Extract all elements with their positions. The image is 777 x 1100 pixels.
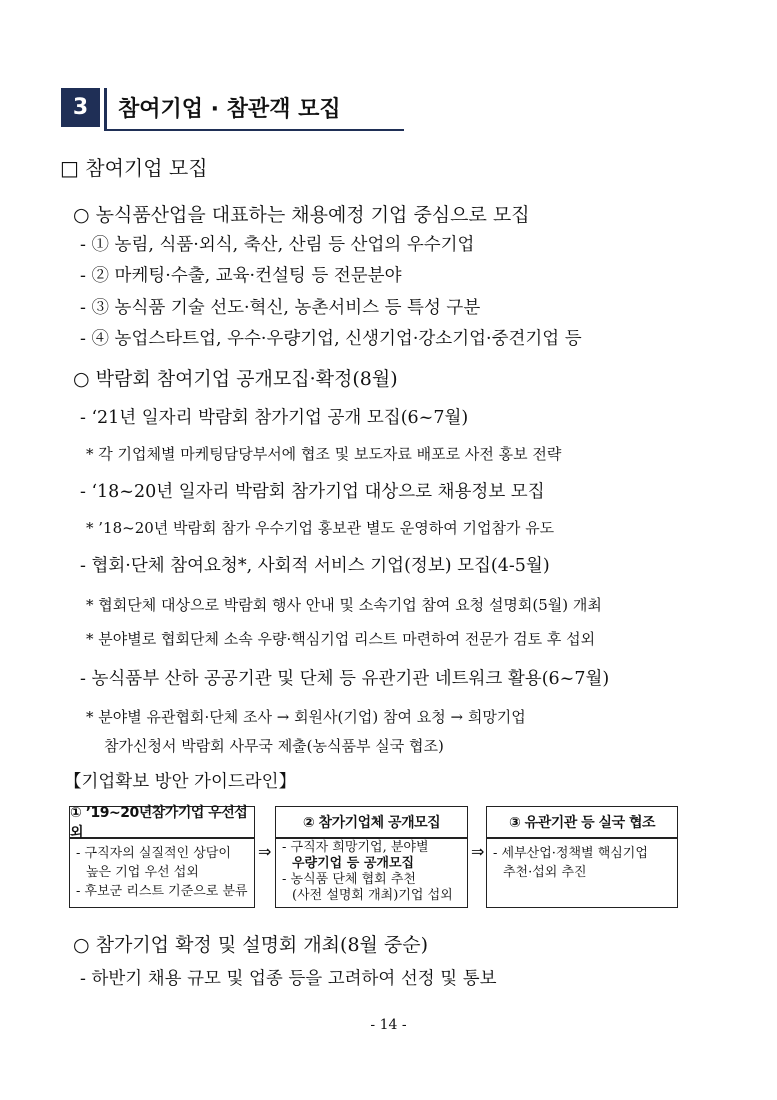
block2-note-4a: * 분야별 유관협회·단체 조사 → 회원사(기업) 참여 요청 → 희망기업: [86, 708, 526, 726]
block2-note-1: * 각 기업체별 마케팅담당부서에 협조 및 보도자료 배포로 사전 홍보 전략: [86, 445, 562, 463]
block1-item-2: - ② 마케팅·수출, 교육·컨설팅 등 전문분야: [80, 266, 402, 286]
guideline-box-1-head: ① ’19~20년참가기업 우선섭외: [69, 806, 255, 838]
block3-line-1: - 하반기 채용 규모 및 업종 등을 고려하여 선정 및 통보: [80, 969, 497, 989]
block3-heading: ○ 참가기업 확정 및 설명회 개최(8월 중순): [73, 934, 429, 956]
block2-note-4b: 참가신청서 박람회 사무국 제출(농식품부 실국 협조): [104, 737, 444, 755]
block1-heading: ○ 농식품산업을 대표하는 채용예정 기업 중심으로 모집: [73, 204, 530, 226]
block2-line-3: - 협회·단체 참여요청*, 사회적 서비스 기업(정보) 모집(4-5월): [80, 556, 550, 576]
block2-note-2: * ’18~20년 박람회 참가 우수기업 홍보관 별도 운영하여 기업참가 유도: [86, 519, 555, 537]
block1-item-3: - ③ 농식품 기술 선도·혁신, 농촌서비스 등 특성 구분: [80, 298, 481, 318]
guideline-box-1-line-3: - 후보군 리스트 기준으로 분류: [76, 884, 248, 899]
guideline-box-2-line-4: (사전 설명회 개최)기업 섭외: [292, 888, 453, 903]
subsection-heading: □ 참여기업 모집: [60, 156, 208, 180]
section-divider-bar: [104, 88, 107, 131]
block2-heading: ○ 박람회 참여기업 공개모집·확정(8월): [73, 368, 398, 390]
page-number: - 14 -: [370, 1017, 407, 1033]
block1-item-1: - ① 농림, 식품·외식, 축산, 산림 등 산업의 우수기업: [80, 235, 475, 255]
guideline-box-2-line-2: 우량기업 등 공개모집: [292, 856, 415, 871]
guideline-box-2-line-1: - 구직자 희망기업, 분야별: [282, 840, 429, 855]
block2-line-4: - 농식품부 산하 공공기관 및 단체 등 유관기관 네트워크 활용(6~7월): [80, 669, 610, 689]
section-underline: [104, 129, 404, 131]
block2-line-2: - ‘18~20년 일자리 박람회 참가기업 대상으로 채용정보 모집: [80, 482, 545, 502]
guideline-box-1-line-1: - 구직자의 실질적인 상담이: [76, 846, 231, 861]
guideline-box-1-line-2: 높은 기업 우선 섭외: [86, 865, 199, 880]
guideline-box-3-line-1: - 세부산업·정책별 핵심기업: [493, 846, 648, 861]
guideline-box-1-body: [69, 838, 255, 908]
block2-note-3a: * 협회단체 대상으로 박람회 행사 안내 및 소속기업 참여 요청 설명회(5월) 개최: [86, 596, 602, 614]
guideline-arrow-1: ⇒: [258, 842, 272, 861]
guideline-box-2-line-3: - 농식품 단체 협회 추천: [282, 872, 416, 887]
block2-line-1: - ‘21년 일자리 박람회 참가기업 공개 모집(6~7월): [80, 408, 469, 428]
section-title: 참여기업 · 참관객 모집: [118, 97, 341, 122]
block1-item-4: - ④ 농업스타트업, 우수·우량기업, 신생기업·강소기업·중견기업 등: [80, 329, 582, 349]
guideline-box-3-body: [486, 838, 678, 908]
guideline-box-2-head: ② 참가기업체 공개모집: [275, 806, 468, 838]
guideline-title: 【기업확보 방안 가이드라인】: [64, 772, 297, 792]
guideline-box-3-head: ③ 유관기관 등 실국 협조: [486, 806, 678, 838]
guideline-box-2-body: [275, 838, 468, 908]
block2-note-3b: * 분야별로 협회단체 소속 우량·핵심기업 리스트 마련하여 전문가 검토 후 섭외: [86, 630, 596, 648]
guideline-arrow-2: ⇒: [471, 842, 485, 861]
guideline-box-3-line-2: 추천·섭외 추진: [503, 865, 587, 880]
section-number-badge: 3: [61, 88, 100, 127]
